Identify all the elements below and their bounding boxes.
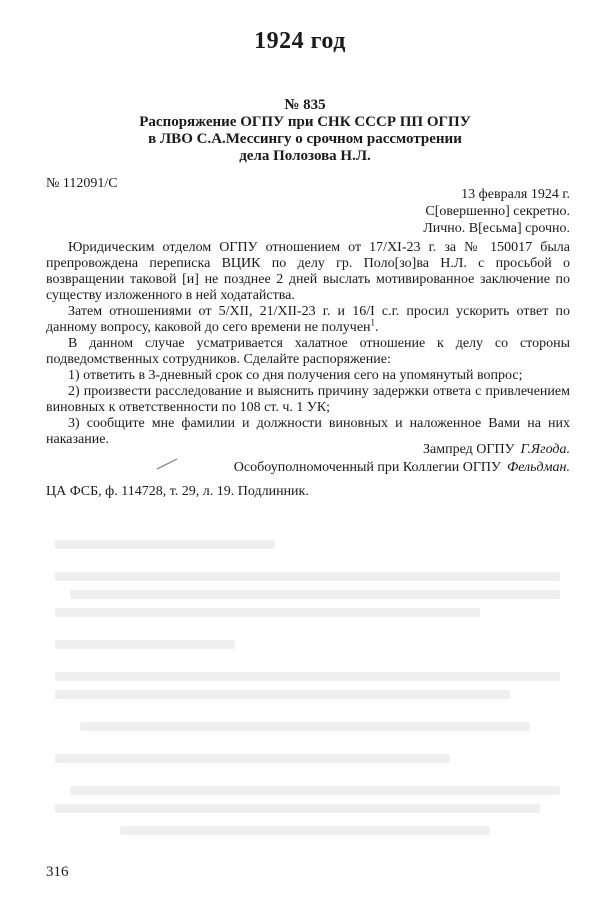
date-block <box>423 186 570 237</box>
signature-line-1 <box>234 441 570 459</box>
registration-number: № 112091/С <box>46 176 118 191</box>
signature-line-2 <box>234 459 570 477</box>
instruction-item-1: 1) ответить в 3-дневный срок со дня получения сего на упомянутый вопрос; <box>68 368 523 383</box>
body-paragraph-2-text: Затем отношениями от 5/XII, 21/XII-23 г. и 16/I с.г. просил ускорить ответ по данному вопросу, каковой до сего времени не получен <box>46 304 570 335</box>
signature-block <box>234 441 570 477</box>
document-title-line-3: дела Полозова Н.Л. <box>239 148 371 164</box>
signatory-name-1: Г.Ягода. <box>520 442 570 457</box>
instruction-item-3: 3) сообщите мне фамилии и должности виновных и наложенное Вами на них наказание. <box>46 416 570 447</box>
document-title-line-2: в ЛВО С.А.Мессингу о срочном рассмотрении <box>148 131 462 147</box>
classification-mark: С[овершенно] секретно. <box>425 204 570 219</box>
page-number: 316 <box>46 864 69 880</box>
body-paragraph-3: В данном случае усматривается халатное отношение к делу со стороны подведомственных сотрудников. Сделайте распоряжение: <box>46 336 570 367</box>
body-paragraph-2 <box>46 304 570 336</box>
body-paragraph-1: Юридическим отделом ОГПУ отношением от 17/XI-23 г. за № 150017 была препровождена переписка ВЦИК по делу гр. Поло[зо]ва Н.Л. с просьбой о возвращении таковой [и] не позднее 2 дней выслать мотивированное заключение по существу изложенного в ней ходатайства. <box>46 240 570 303</box>
instruction-item-2: 2) произвести расследование и выяснить причину задержки ответа с привлечением виновных к ответственности по 108 ст. ч. 1 УК; <box>46 384 570 415</box>
archive-reference: ЦА ФСБ, ф. 114728, т. 29, л. 19. Подлинник. <box>46 484 309 499</box>
signatory-name-2: Фельдман. <box>506 460 570 475</box>
signatory-position-1: Зампред ОГПУ <box>423 442 515 457</box>
footnote-marker: 1 <box>370 317 376 328</box>
document-number: № 835 <box>284 97 326 113</box>
document-body <box>46 240 570 448</box>
signatory-position-2: Особоуполномоченный при Коллегии ОГПУ <box>233 460 501 475</box>
document-title-line-1: Распоряжение ОГПУ при СНК СССР ПП ОГПУ <box>139 114 471 130</box>
year-heading: 1924 год <box>254 28 346 54</box>
body-paragraph-2-end: . <box>375 320 379 335</box>
document-header <box>60 97 550 165</box>
document-date: 13 февраля 1924 г. <box>461 187 570 202</box>
urgency-mark: Лично. В[есьма] срочно. <box>423 221 570 236</box>
pen-stroke-mark <box>156 458 178 470</box>
